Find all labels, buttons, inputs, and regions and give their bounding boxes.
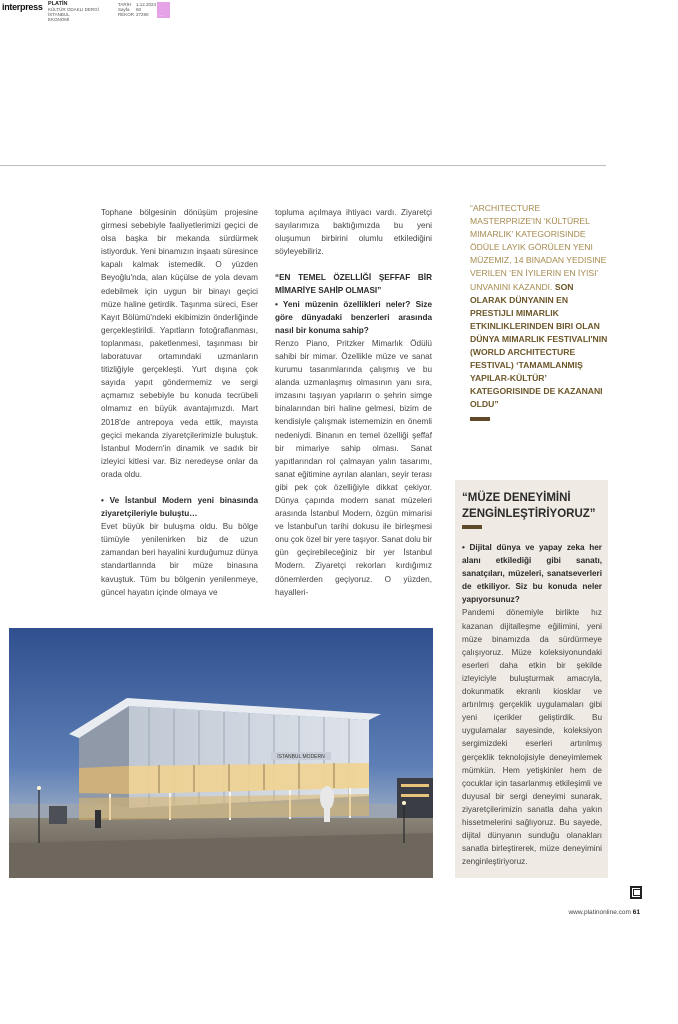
body-paragraph: topluma açılmaya ihtiyacı vardı. Ziyaretçi sayılarımıza baktığımızda bu yeni oluşumun birbirini olumlu etkilediğini söyleyebiliriz. [275, 208, 432, 257]
publication-line: İSTANBUL [48, 12, 70, 17]
interview-question: • Yeni müzenin özellikleri neler? Size göre dünyadaki benzerleri arasında nasıl bir konuma sahip? [275, 299, 432, 335]
interpress-logo: interpress [2, 2, 43, 12]
clipping-meta [118, 2, 158, 17]
platin-logo-icon [630, 886, 642, 899]
quote-end-bar [470, 417, 490, 421]
publication-line: EKONOMİ [48, 17, 70, 22]
sidebar-title-bar [462, 525, 482, 529]
clipping-tag-text: --- [159, 12, 163, 17]
body-paragraph: Evet büyük bir buluşma oldu. Bu bölge tümüyle yenilenirken biz de uzun zamandan beri hayalini kurduğumuz dünya standartlarında bir müze binasına kavuştuk. Tüm bu bölgenin yenilenmeye, güncel hayatın içinde olmaya ve [101, 522, 258, 597]
interview-question: • Ve İstanbul Modern yeni binasında ziyaretçileriyle buluştu… [101, 495, 258, 519]
publication-name: PLATİN [48, 1, 68, 7]
pull-quote-light: “ARCHITECTURE MASTERPRIZE'IN ‘KÜLTÜREL MIMARLIK’ KATEGORISINDE ÖDÜLE LAYIK GÖRÜLEN YENI MÜZEMIZ, 14 BINADAN YEDISINE VERILEN ‘EN İYILERIN EN İYISI’ UNVANINI KAZANDI. [470, 203, 607, 292]
pull-quote [470, 202, 610, 421]
building-sign-text: İSTANBUL MODERN [277, 754, 325, 760]
publication-info [48, 2, 99, 22]
page-footer [568, 909, 640, 916]
museum-building-photo [9, 628, 433, 878]
section-heading: “EN TEMEL ÖZELLİĞİ ŞEFFAF BİR MİMARİYE SAHİP OLMASI” [275, 273, 432, 296]
clipping-color-tag [157, 2, 170, 18]
publication-line: KÜLTÜR ODAKLI DERGİ [48, 7, 99, 12]
article-column-1 [101, 206, 258, 599]
body-paragraph: Renzo Piano, Pritzker Mimarlık Ödülü sahibi bir mimar. Özellikle müze ve sanat kurumu tasarımlarında çalışmış ve bu alanda uzmanlaşmış olmasının yanı sıra, imzasını taşıyan yapıların o şehrin simge binalarından biri haline gelmesi, bizim de kendisiyle çalışmak istememizin en önemli nedeniydi. Binanın en temel özelliği şeffaf bir mimariye sahip olması. Sanat yapıtlarından rol çalmayan yalın tasarımı, sanat eğitimine ayrılan alanları, seyir terası gibi pek çok özelliğiyle dikkat çekiyor. Dünya çapında modern sanat müzeleri arasında İstanbul Modern, özgün mimarisi ve İstanbul'un tarihi dokusu ile birleşmesi onu çok özel bir yere taşıyor. Sanat dolu bir gün geçirebileceğiniz bir yer İstanbul Modern. Ziyaretçi rekorları kırdığımız dönemlerden geçiyoruz. O yüzden, hayalleri- [275, 338, 433, 597]
meta-key: Sayfa [118, 7, 130, 12]
article-column-2 [275, 206, 432, 599]
sidebar-title: “MÜZE DENEYİMİNİ ZENGİNLEŞTİRİYORUZ” [462, 492, 596, 520]
section-divider [0, 165, 606, 166]
footer-url: www.platinonline.com [568, 909, 631, 916]
meta-value: 60 [136, 7, 142, 12]
interview-question: • Dijital dünya ve yapay zeka her alanı etkilediği gibi sanatı, sanatçıları, müzeleri, sanatseverleri de etkiliyor. Siz bu konuda neler yapıyorsunuz? [462, 543, 602, 605]
meta-key: TARİH [118, 2, 132, 7]
body-paragraph: Tophane bölgesinin dönüşüm projesine girmesi sebebiyle faaliyetlerimizi geçici de olsa başka bir mekanda sürdürmek istiyorduk. Yeni binamızın inşaatı süresince kapalı kalmak istemedik. O yüzden Beyoğlu'nda, alan küçülse de yola devam edebilmek için uygun bir binayı geçici müze haline getirdik. Taşınma süreci, Eser Kayıt Bölümü'ndeki ekibimizin önderliğinde gerçekleştirildi. Yapıtların fotoğraflanması, toplanması, paketlenmesi, taşınması bir laboratuvar ortamındaki uzmanların titizliğiyle gerçekleşti. Yurt dışına çok sayıda yapıt göndermemiz ve sergi açmamız sebebiyle bu konuda tecrübeli olmamız en büyük avantajımızdı. Mart 2018'de antrepoya veda ettik, mayısta geçici mekanda ziyaretçilerimizle buluştuk. İstanbul Modern'in dinamik ve sadık bir izleyici kitlesi var. Biz neredeyse onlar da orada oldu. [101, 208, 258, 479]
pull-quote-bold: SON OLARAK DÜNYANIN EN PRESTIJLI MIMARLIK ETKINLIKLERINDEN BIRI OLAN DÜNYA MIMARLIK FESTIVALI'NIN (WORLD ARCHITECTURE FESTIVAL) ‘TAMAMLANMIŞ YAPILAR-KÜLTÜR’ KATEGORISINDE DE KAZANANI OLDU” [470, 281, 608, 410]
meta-value: 27290 [136, 12, 149, 17]
meta-key: REKOR [118, 12, 135, 17]
body-paragraph: Pandemi dönemiyle birlikte hız kazanan dijitalleşme eğilimini, yeni müze binamızda da sürdürmeye çalışıyoruz. Müze koleksiyonundaki eserleri daha etkin bir şekilde izleyiciyle buluşturmak amacıyla, dokunmatik ekranlı kiosklar ve artırılmış gerçeklik uygulamaları gibi yeni içerikler geliştirdik. Bu uygulamalar sayesinde, koleksiyon sergimizdeki eserleri artırılmış gerçeklik teknolojisiyle deneyimlemek mümkün. Hem yetişkinler hem de çocuklar için tasarlanmış etkileşimli ve duyusal bir sergi deneyimi sunarak, ziyaretçilerimizin sanatla daha yakın hissetmelerini sağlıyoruz. Bu sayede, dijital dünyanın sunduğu olanakları sanatla birleştirerek, müze deneyimini zenginleştiriyoruz. [462, 608, 602, 867]
meta-value: 1.12.2024 [136, 2, 157, 7]
sidebar-column [462, 541, 602, 868]
page-number: 61 [632, 909, 640, 916]
